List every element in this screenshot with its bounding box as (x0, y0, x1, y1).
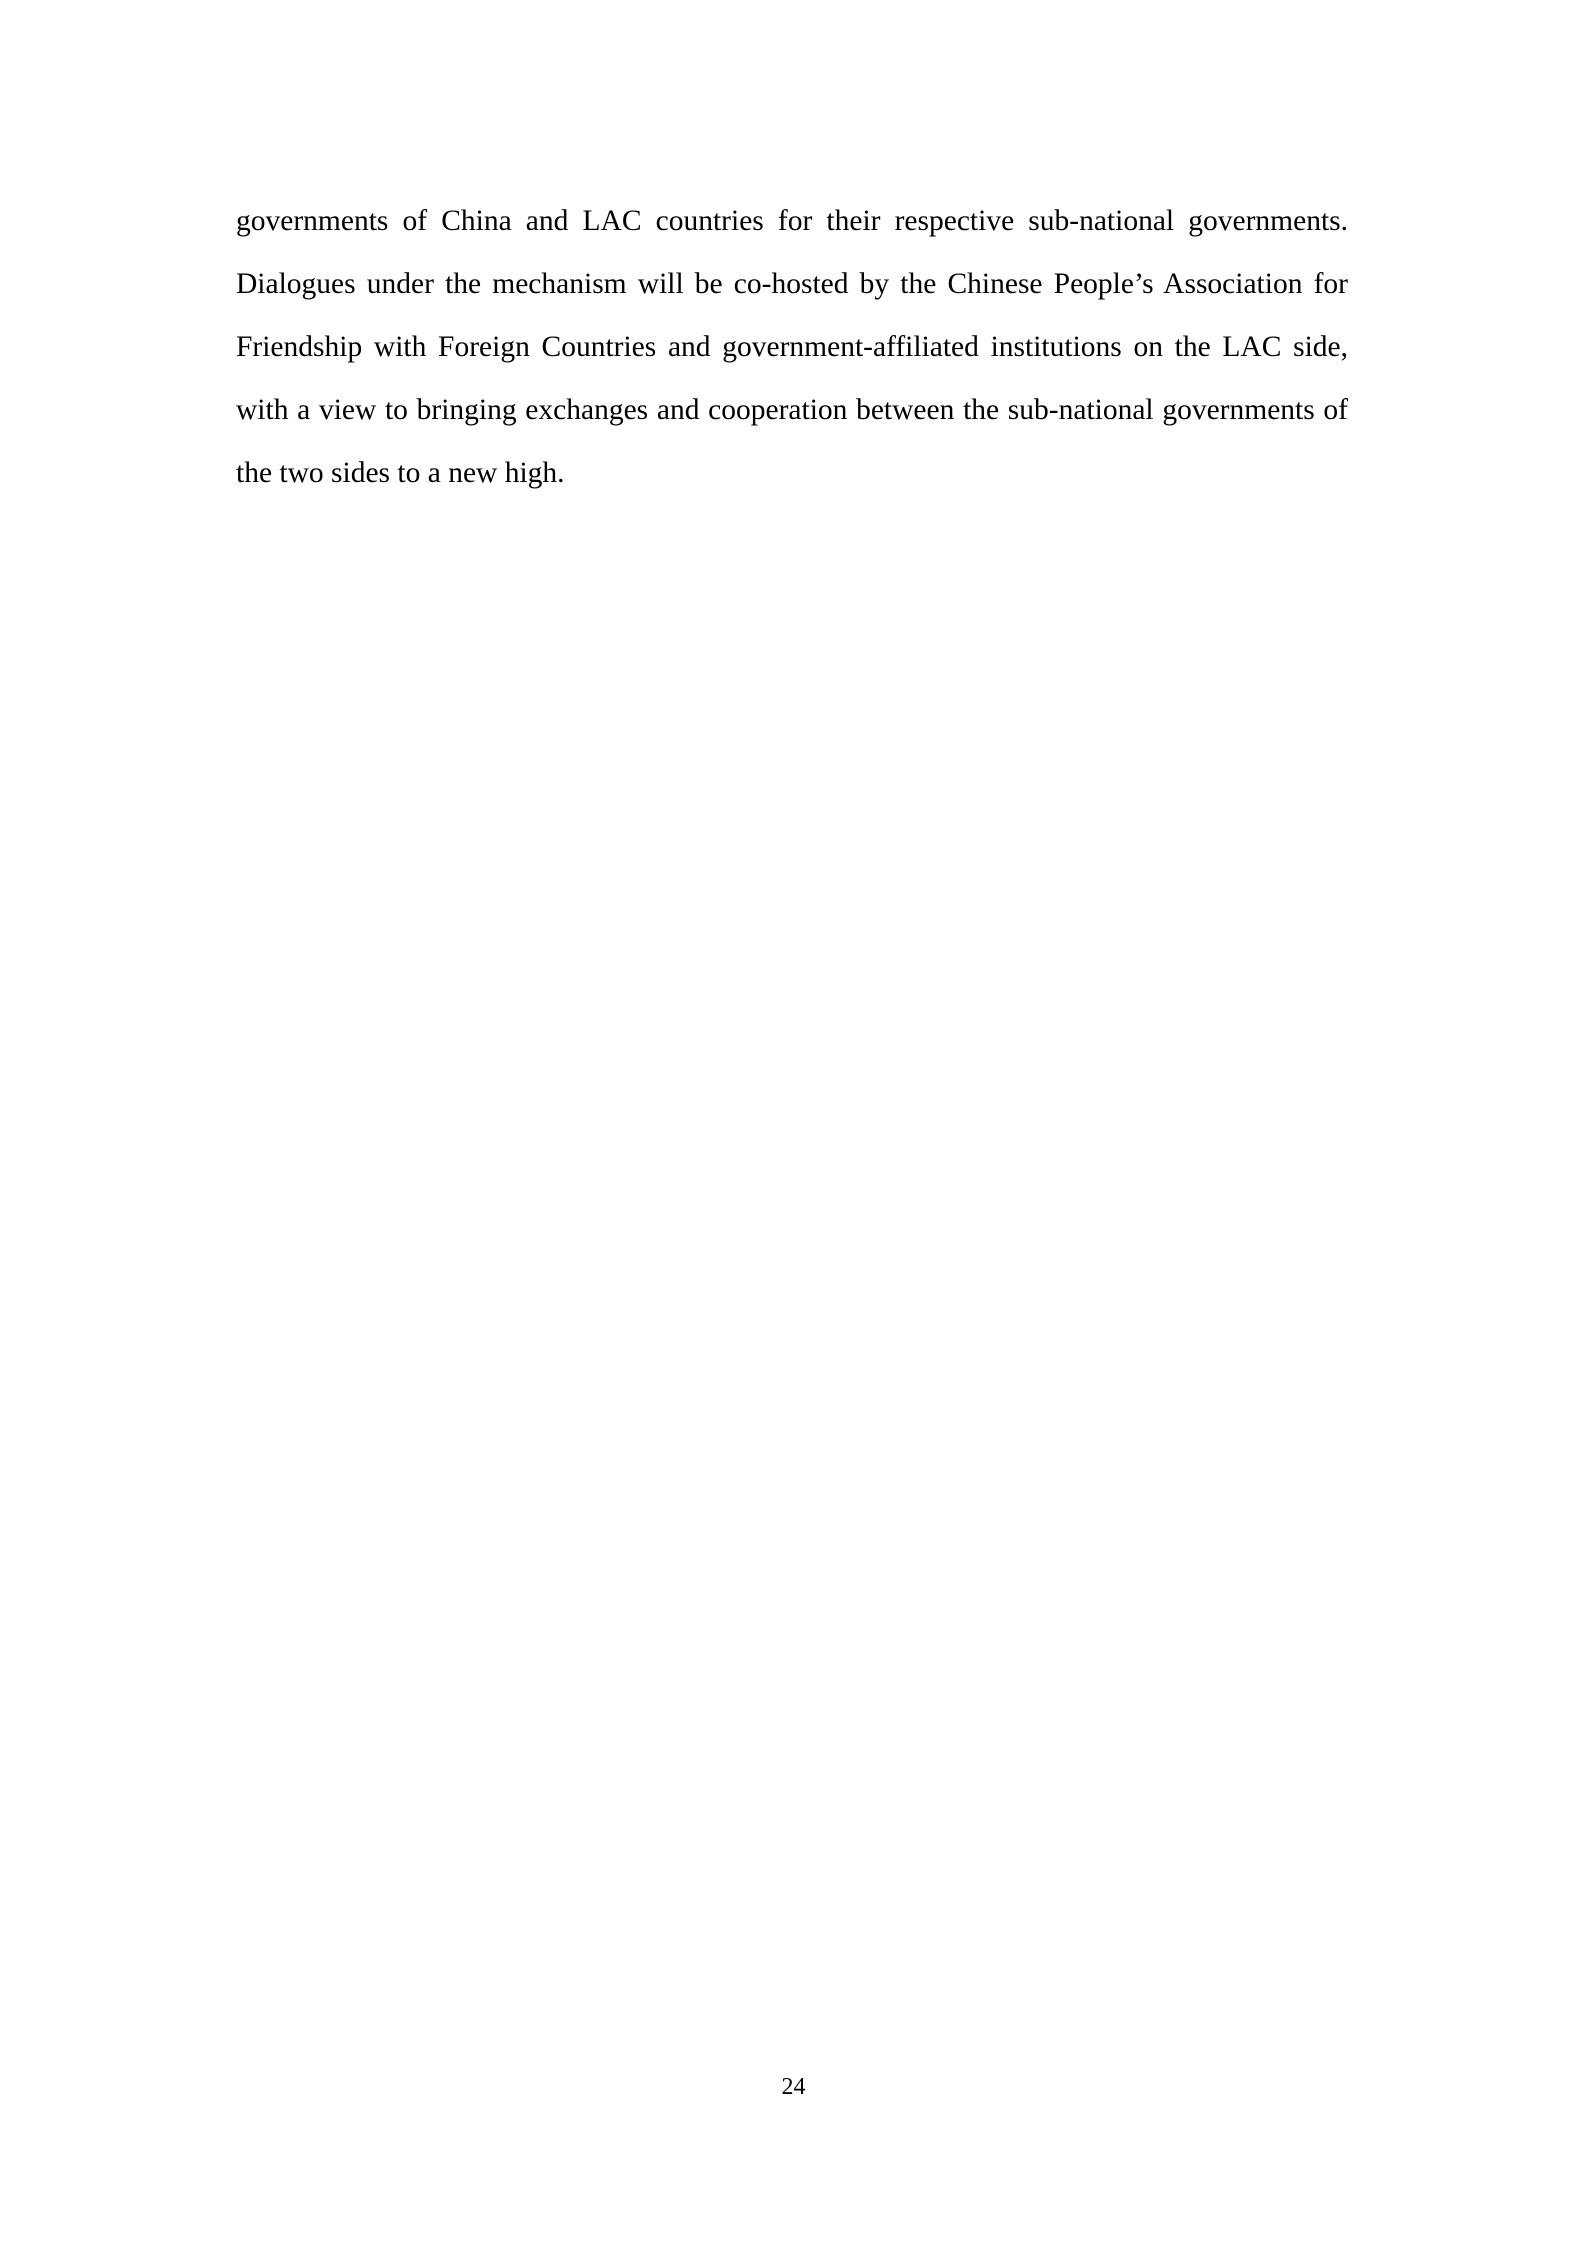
body-paragraph: governments of China and LAC countries for their respective sub-national governments. Dialogues under the mechanism will be co-hosted by the Chinese People’s Association for Friendship with Foreign Countries and government-affiliated institutions on the LAC side, with a view to bringing exchanges and cooperation between the sub-national governments of the two sides to a new high. (236, 205, 1348, 489)
page-number: 24 (781, 2074, 806, 2100)
page-footer (0, 2075, 1587, 2099)
page-body (236, 190, 1348, 505)
